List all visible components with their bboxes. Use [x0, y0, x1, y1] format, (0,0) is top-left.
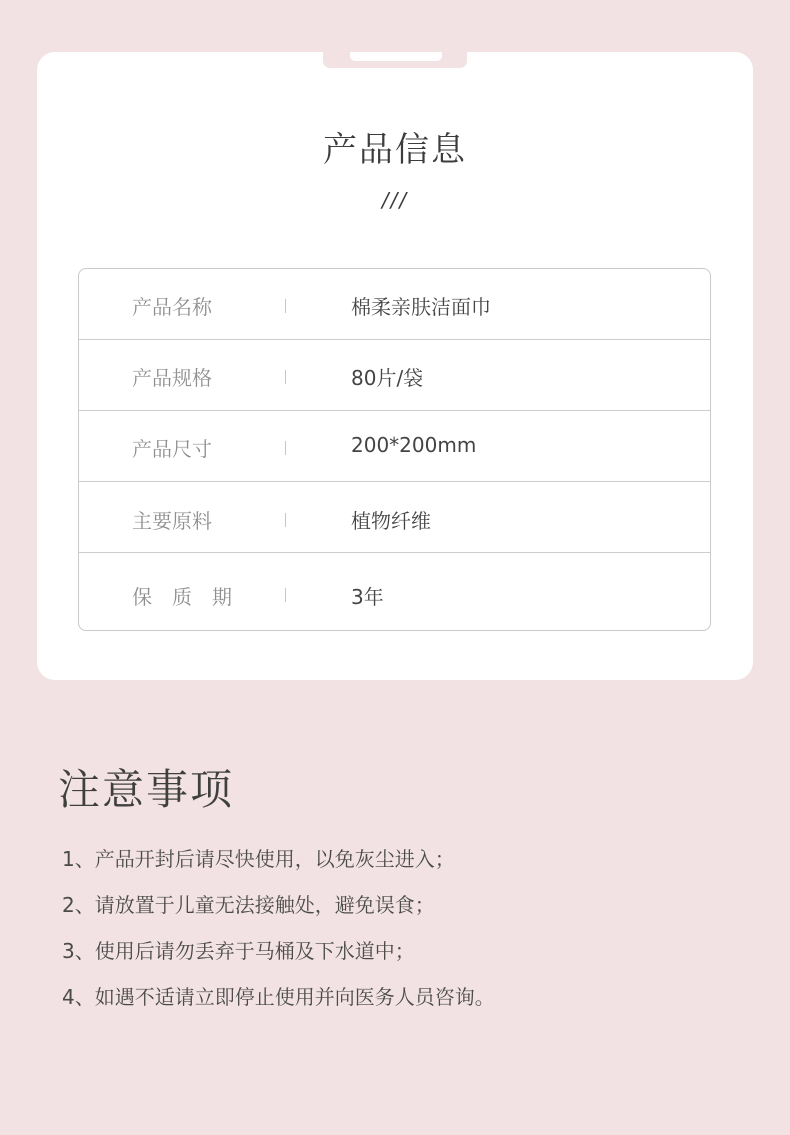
spec-row-size [79, 340, 710, 411]
spec-value: 3年 [351, 585, 384, 609]
spec-value: 80片/袋 [351, 366, 424, 390]
spec-label: 保 质 期 [132, 585, 232, 609]
spec-value: 植物纤维 [351, 509, 431, 533]
title-decoration: /// [381, 188, 409, 212]
card-tab-slot [350, 52, 442, 61]
spec-label: 产品名称 [132, 295, 212, 319]
spec-value: 棉柔亲肤洁面巾 [351, 295, 491, 319]
notice-item: 4、如遇不适请立即停止使用并向医务人员咨询。 [62, 985, 495, 1009]
product-info-title: 产品信息 [323, 130, 467, 170]
notice-item: 3、使用后请勿丢弃于马桶及下水道中； [62, 939, 415, 963]
spec-row-shelf-life [79, 553, 710, 630]
spec-separator [285, 299, 286, 313]
spec-row-dimension [79, 411, 710, 482]
spec-row-material [79, 482, 710, 553]
spec-label: 主要原料 [132, 509, 212, 533]
notice-item: 1、产品开封后请尽快使用，以免灰尘进入； [62, 847, 455, 871]
spec-separator [285, 370, 286, 384]
spec-separator [285, 588, 286, 602]
product-info-card [37, 52, 753, 680]
spec-separator [285, 441, 286, 455]
spec-label: 产品尺寸 [132, 437, 212, 461]
spec-row-name [79, 269, 710, 340]
spec-separator [285, 513, 286, 527]
spec-value: 200*200mm [351, 433, 477, 457]
spec-table [78, 268, 711, 631]
spec-label: 产品规格 [132, 366, 212, 390]
notice-title: 注意事项 [58, 765, 235, 814]
notice-item: 2、请放置于儿童无法接触处，避免误食； [62, 893, 435, 917]
